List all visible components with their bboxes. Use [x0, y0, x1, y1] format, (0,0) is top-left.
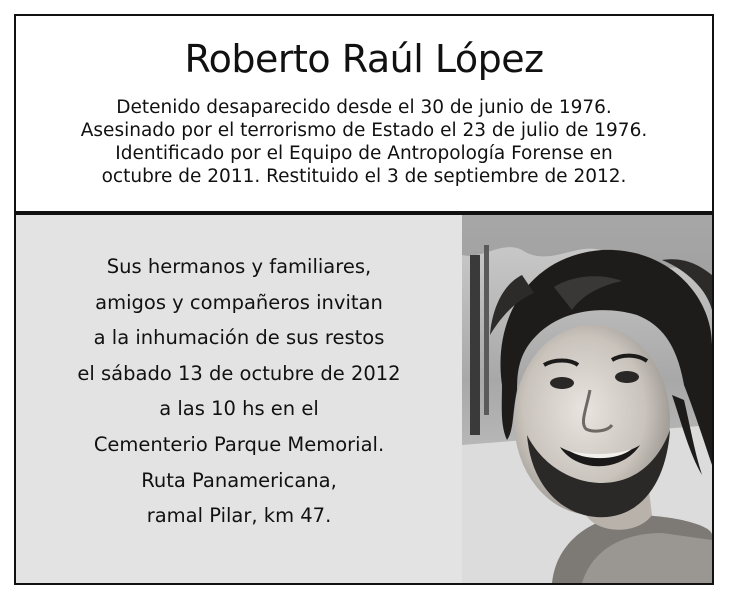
- detail-line: Detenido desaparecido desde el 30 de junio de 1976.: [116, 97, 612, 118]
- invitation-line: Cementerio Parque Memorial.: [93, 432, 385, 456]
- invitation-line: Ruta Panamericana,: [141, 468, 337, 492]
- invitation-text: [16, 249, 462, 534]
- notice-details: [16, 96, 712, 188]
- portrait-image: [462, 215, 712, 583]
- portrait-photo: [462, 215, 712, 583]
- detail-line: Asesinado por el terrorismo de Estado el 23 de julio de 1976.: [80, 120, 648, 141]
- invitation-line: Sus hermanos y familiares,: [106, 255, 372, 278]
- invitation-line: ramal Pilar, km 47.: [146, 504, 332, 528]
- detail-line: octubre de 2011. Restituido el 3 de septiembre de 2012.: [101, 166, 627, 187]
- obituary-notice: [14, 14, 714, 585]
- detail-line: Identificado por el Equipo de Antropología Forense en: [115, 143, 613, 164]
- notice-header: [16, 16, 712, 211]
- invitation-line: el sábado 13 de octubre de 2012: [77, 361, 401, 385]
- invitation-line: amigos y compañeros invitan: [95, 290, 383, 314]
- invitation-panel: [16, 215, 462, 583]
- invitation-line: a las 10 hs en el: [159, 397, 319, 421]
- invitation-line: a la inhumación de sus restos: [93, 326, 385, 350]
- person-name: Roberto Raúl López: [184, 37, 544, 81]
